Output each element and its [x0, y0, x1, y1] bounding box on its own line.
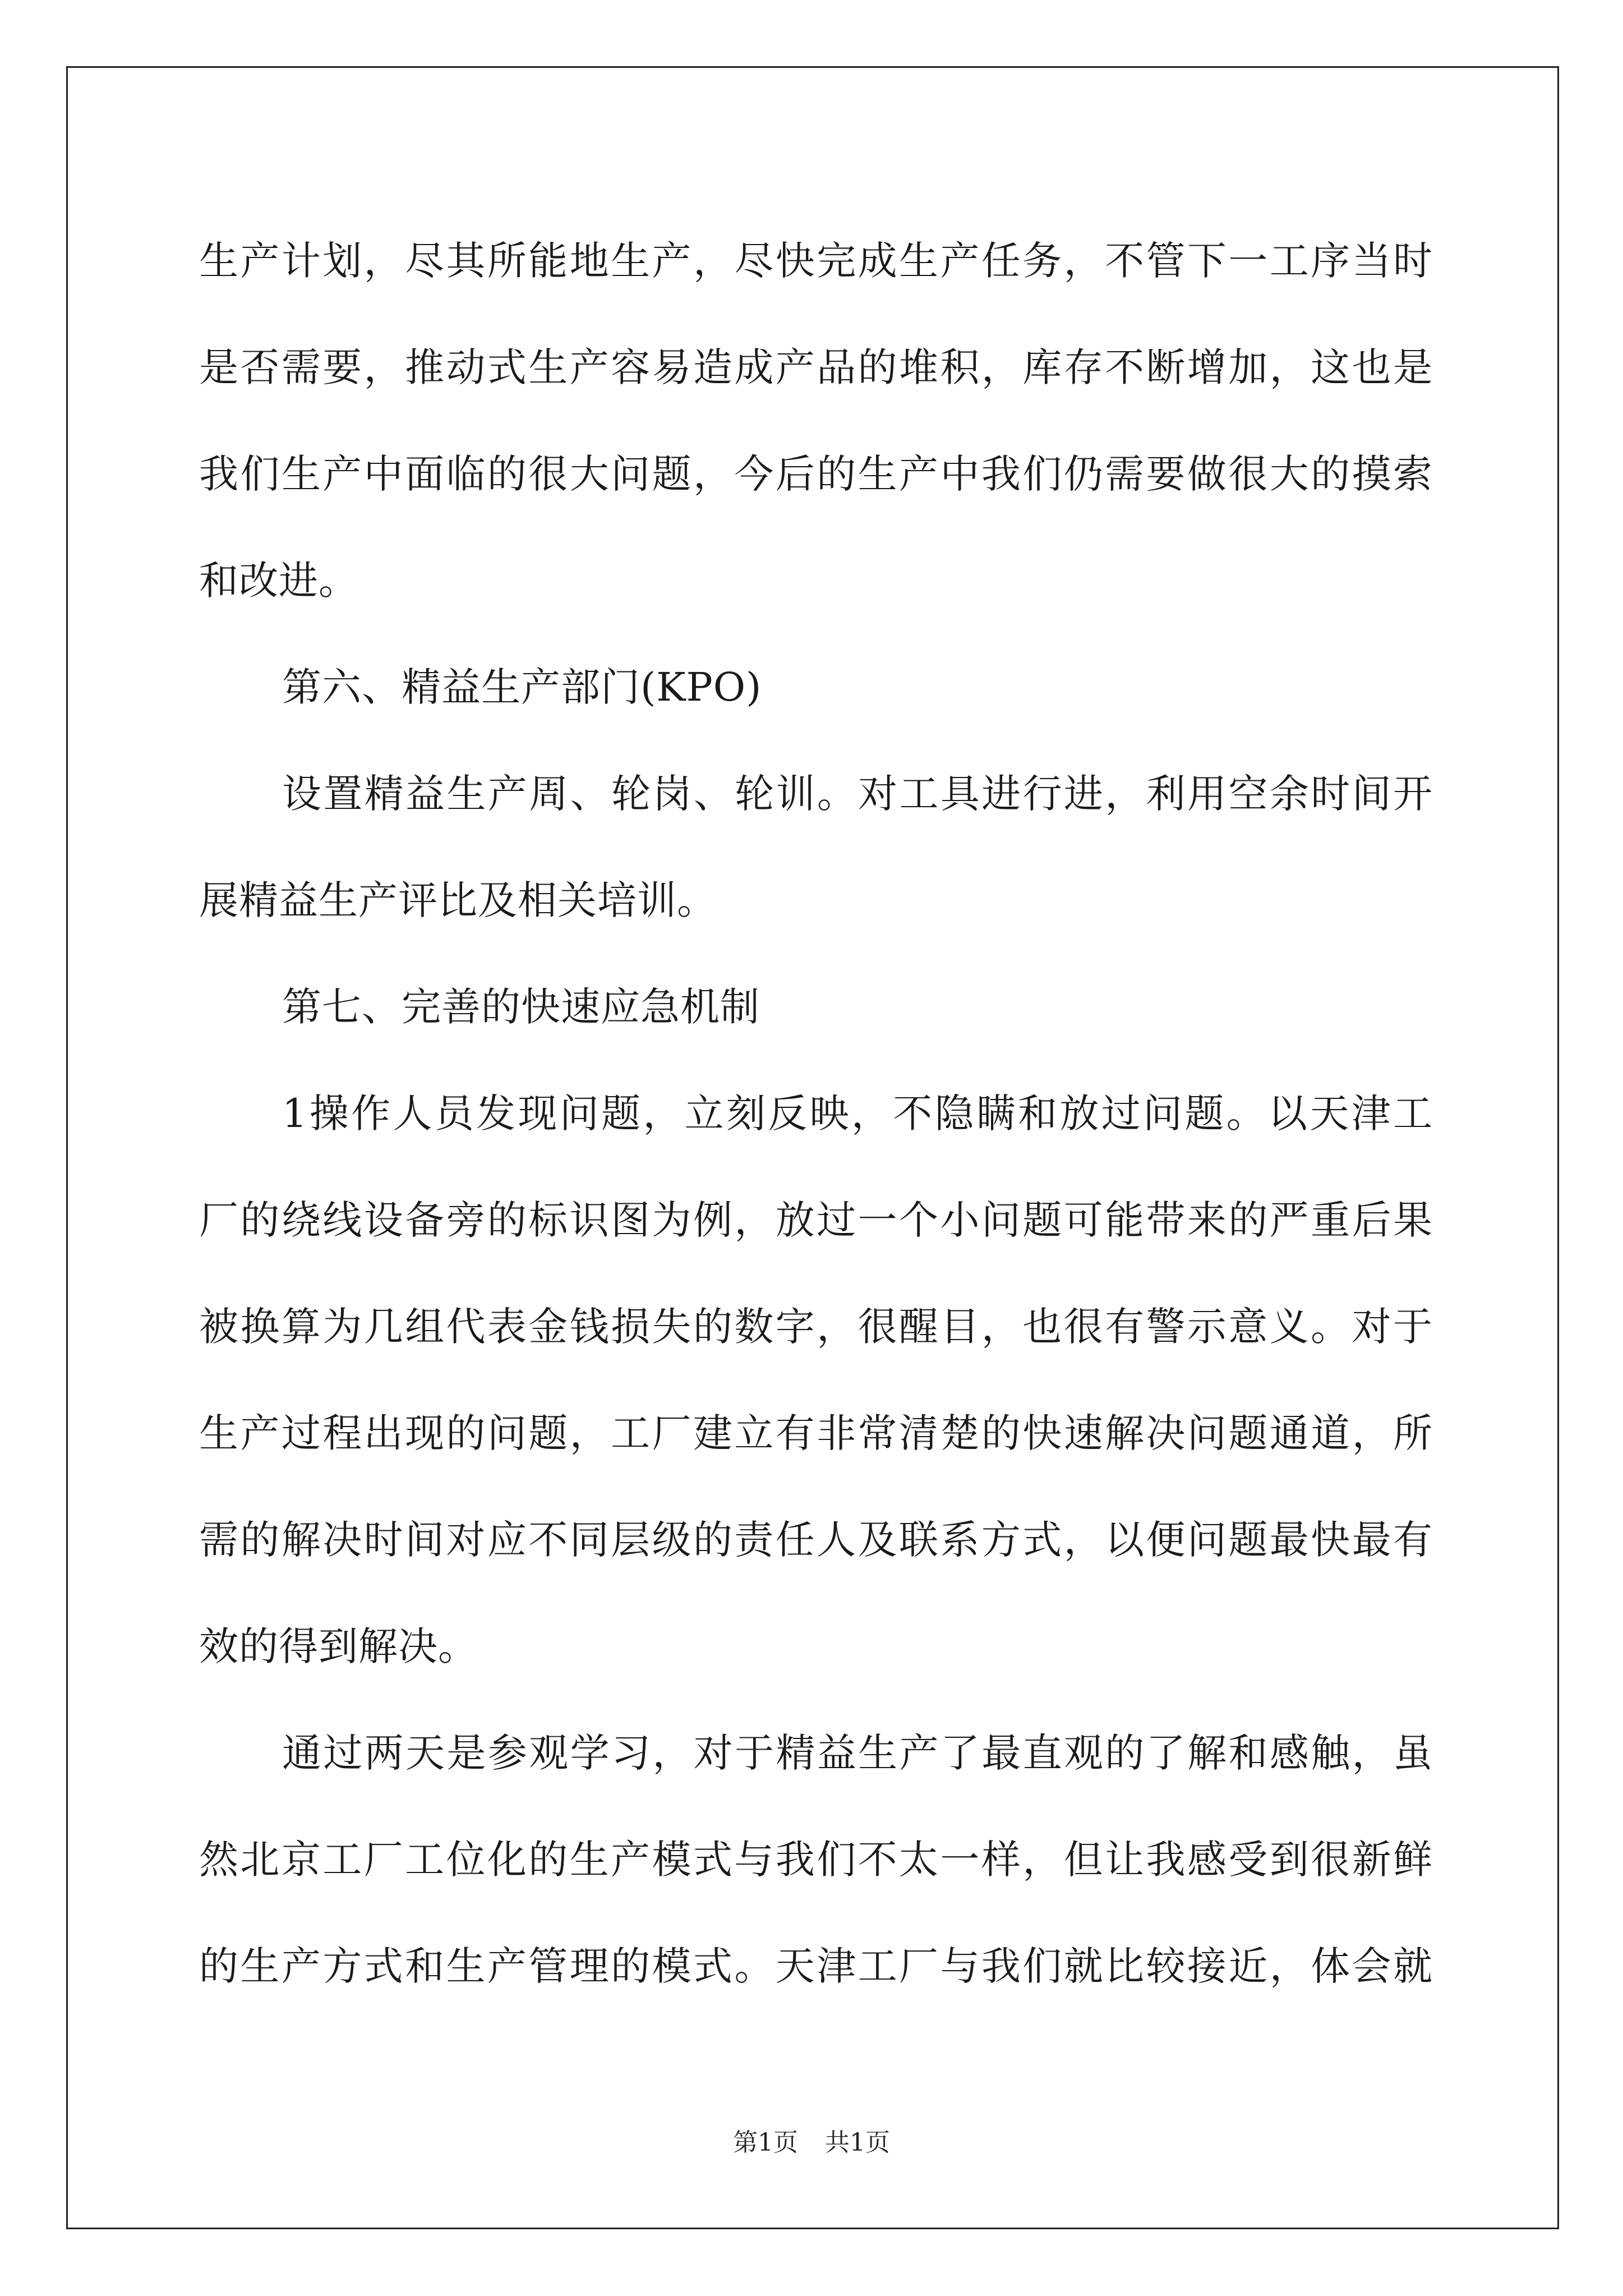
section-heading: 第七、完善的快速应急机制: [282, 984, 760, 1030]
document-body: [199, 208, 1433, 2019]
text-line: 展精益生产评比及相关培训。: [199, 877, 717, 923]
section-heading: 第六、精益生产部门(KPO): [282, 664, 762, 710]
page-total: 共1页: [825, 2128, 890, 2157]
text-line: 生产计划，尽其所能地生产，尽快完成生产任务，不管下一工序当时: [199, 238, 1433, 284]
text-line: 生产过程出现的问题，工厂建立有非常清楚的快速解决问题通道，所: [199, 1410, 1433, 1456]
text-line: 我们生产中面临的很大问题，今后的生产中我们仍需要做很大的摸索: [199, 451, 1433, 497]
text-line: 1操作人员发现问题，立刻反映，不隐瞒和放过问题。以天津工: [282, 1091, 1433, 1137]
text-line: 厂的绕线设备旁的标识图为例，放过一个小问题可能带来的严重后果: [199, 1197, 1433, 1243]
text-line: 的生产方式和生产管理的模式。天津工厂与我们就比较接近，体会就: [199, 1943, 1433, 1989]
text-line: 是否需要，推动式生产容易造成产品的堆积，库存不断增加，这也是: [199, 344, 1433, 390]
text-line: 被换算为几组代表金钱损失的数字，很醒目，也很有警示意义。对于: [199, 1304, 1433, 1350]
text-line: 和改进。: [199, 558, 358, 604]
text-line: 然北京工厂工位化的生产模式与我们不太一样，但让我感受到很新鲜: [199, 1837, 1433, 1883]
text-line: 需的解决时间对应不同层级的责任人及联系方式，以便问题最快最有: [199, 1517, 1433, 1563]
page-footer: [0, 2126, 1623, 2160]
text-line: 通过两天是参观学习，对于精益生产了最直观的了解和感触，虽: [282, 1730, 1433, 1776]
text-line: 效的得到解决。: [199, 1623, 478, 1669]
page-number: 第1页: [733, 2128, 798, 2157]
text-line: 设置精益生产周、轮岗、轮训。对工具进行进，利用空余时间开: [282, 771, 1433, 817]
